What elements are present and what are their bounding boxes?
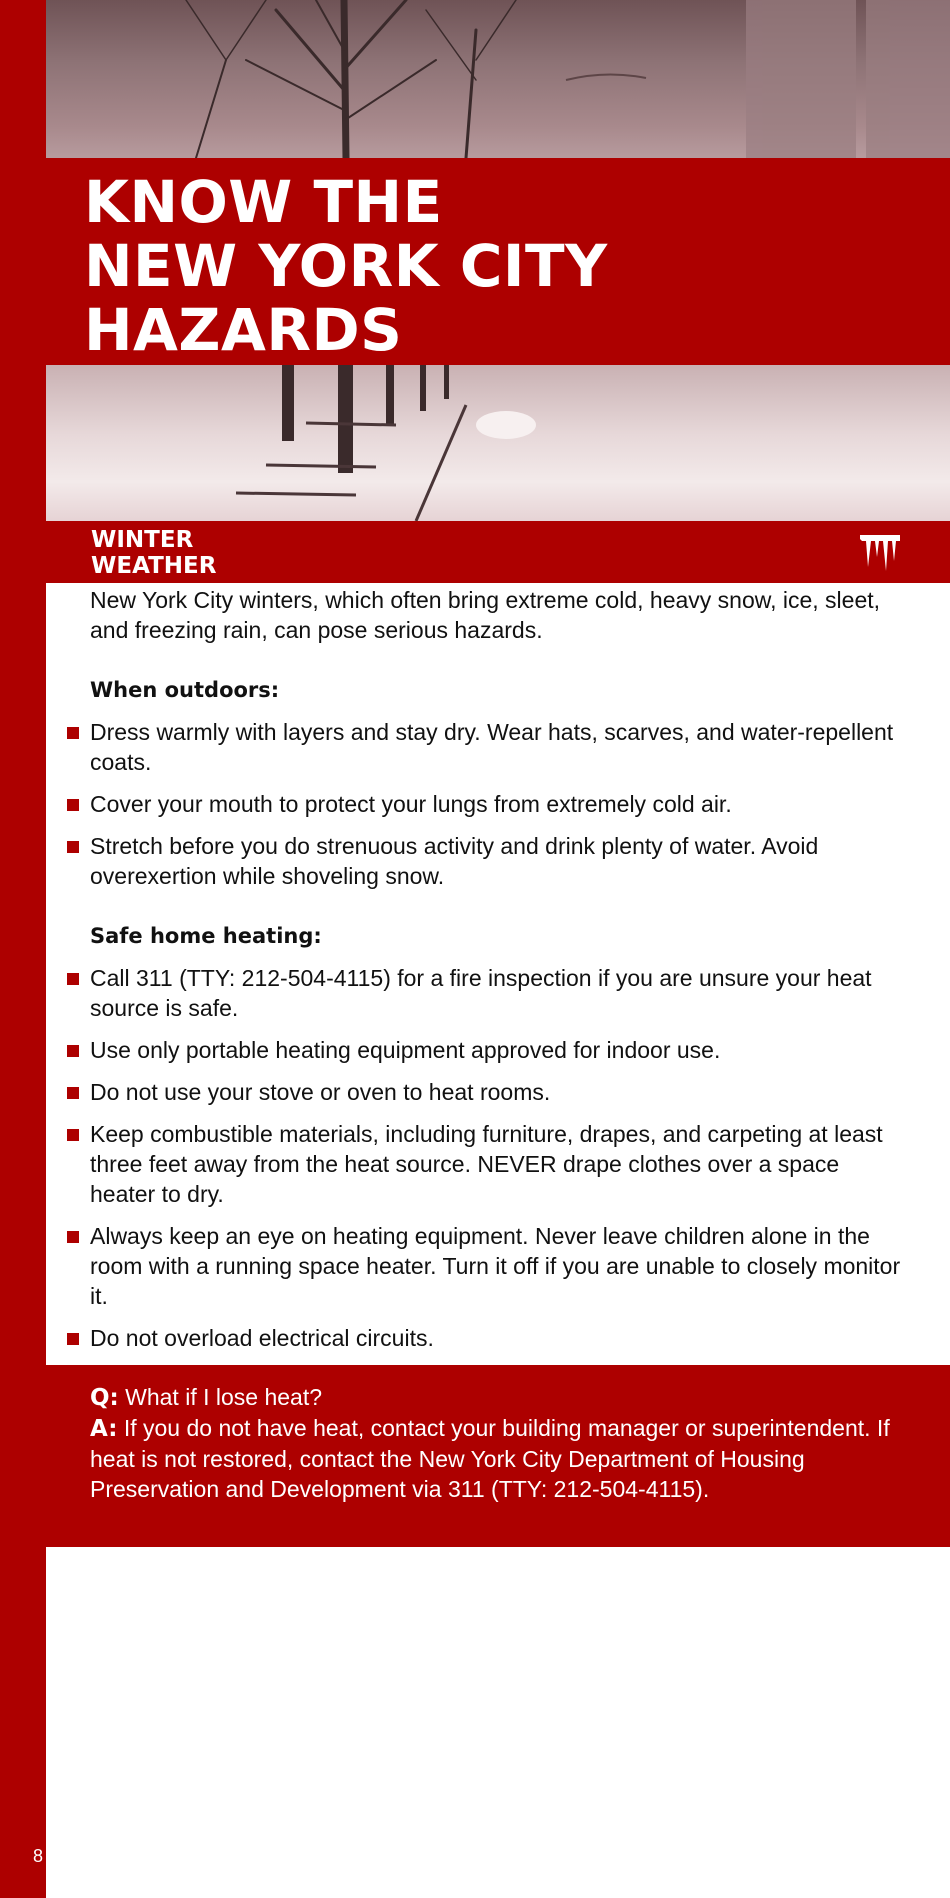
question-text: What if I lose heat? [125,1384,323,1410]
heating-heading: Safe home heating: [90,924,322,948]
list-item: Do not overload electrical circuits. [90,1323,910,1353]
main-content [90,585,910,1365]
section-label-line-2: WEATHER [91,553,217,579]
answer-text: If you do not have heat, contact your building manager or superintendent. If heat is not restored, contact the New York City Department of Housing Preservation and Development via 311 (TTY: 212-504-4115). [90,1415,890,1502]
list-item: Use only portable heating equipment approved for indoor use. [90,1035,910,1065]
bullet-square-icon [67,973,79,985]
intro-paragraph: New York City winters, which often bring extreme cold, heavy snow, ice, sleet, and freezing rain, can pose serious hazards. [90,587,881,643]
list-item: Keep combustible materials, including furniture, drapes, and carpeting at least three feet away from the heat source. NEVER drape clothes over a space heater to dry. [90,1119,910,1209]
section-label-line-1: WINTER [91,527,194,553]
bullet-square-icon [67,1129,79,1141]
title-line-3: HAZARDS [84,296,403,364]
list-item: Dress warmly with layers and stay dry. Wear hats, scarves, and water-repellent coats. [90,717,910,777]
snowy-sidewalk-illustration [46,365,950,521]
list-item: Always keep an eye on heating equipment. Never leave children alone in the room with a running space heater. Turn it off if you are unable to closely monitor it. [90,1221,910,1311]
section-label [91,527,271,579]
bullet-square-icon [67,1045,79,1057]
winter-weather-section-header [46,521,950,583]
outdoors-list [90,717,910,891]
tree-branches-illustration [46,0,950,158]
bullet-square-icon [67,1333,79,1345]
qa-text [90,1382,910,1504]
winter-street-photo-bottom [46,365,950,521]
page-number: 8 [33,1846,44,1866]
list-item: Cover your mouth to protect your lungs from extremely cold air. [90,789,910,819]
bullet-square-icon [67,841,79,853]
list-item: Do not use your stove or oven to heat rooms. [90,1077,910,1107]
left-margin-bar [0,0,46,1898]
bullet-square-icon [67,799,79,811]
list-item: Call 311 (TTY: 212-504-4115) for a fire inspection if you are unsure your heat source is safe. [90,963,910,1023]
title-band [46,158,950,365]
heating-list [90,963,910,1353]
bullet-square-icon [67,727,79,739]
question-label: Q: [90,1385,119,1411]
page-title [84,170,608,362]
qa-callout [46,1365,950,1547]
title-line-1: KNOW THE [84,168,443,236]
bullet-square-icon [67,1231,79,1243]
outdoors-heading: When outdoors: [90,678,280,702]
icicle-icon [858,531,902,575]
list-item: Stretch before you do strenuous activity and drink plenty of water. Avoid overexertion while shoveling snow. [90,831,910,891]
winter-street-photo-top [46,0,950,158]
answer-label: A: [90,1416,118,1442]
title-line-2: NEW YORK CITY [84,232,608,300]
bullet-square-icon [67,1087,79,1099]
